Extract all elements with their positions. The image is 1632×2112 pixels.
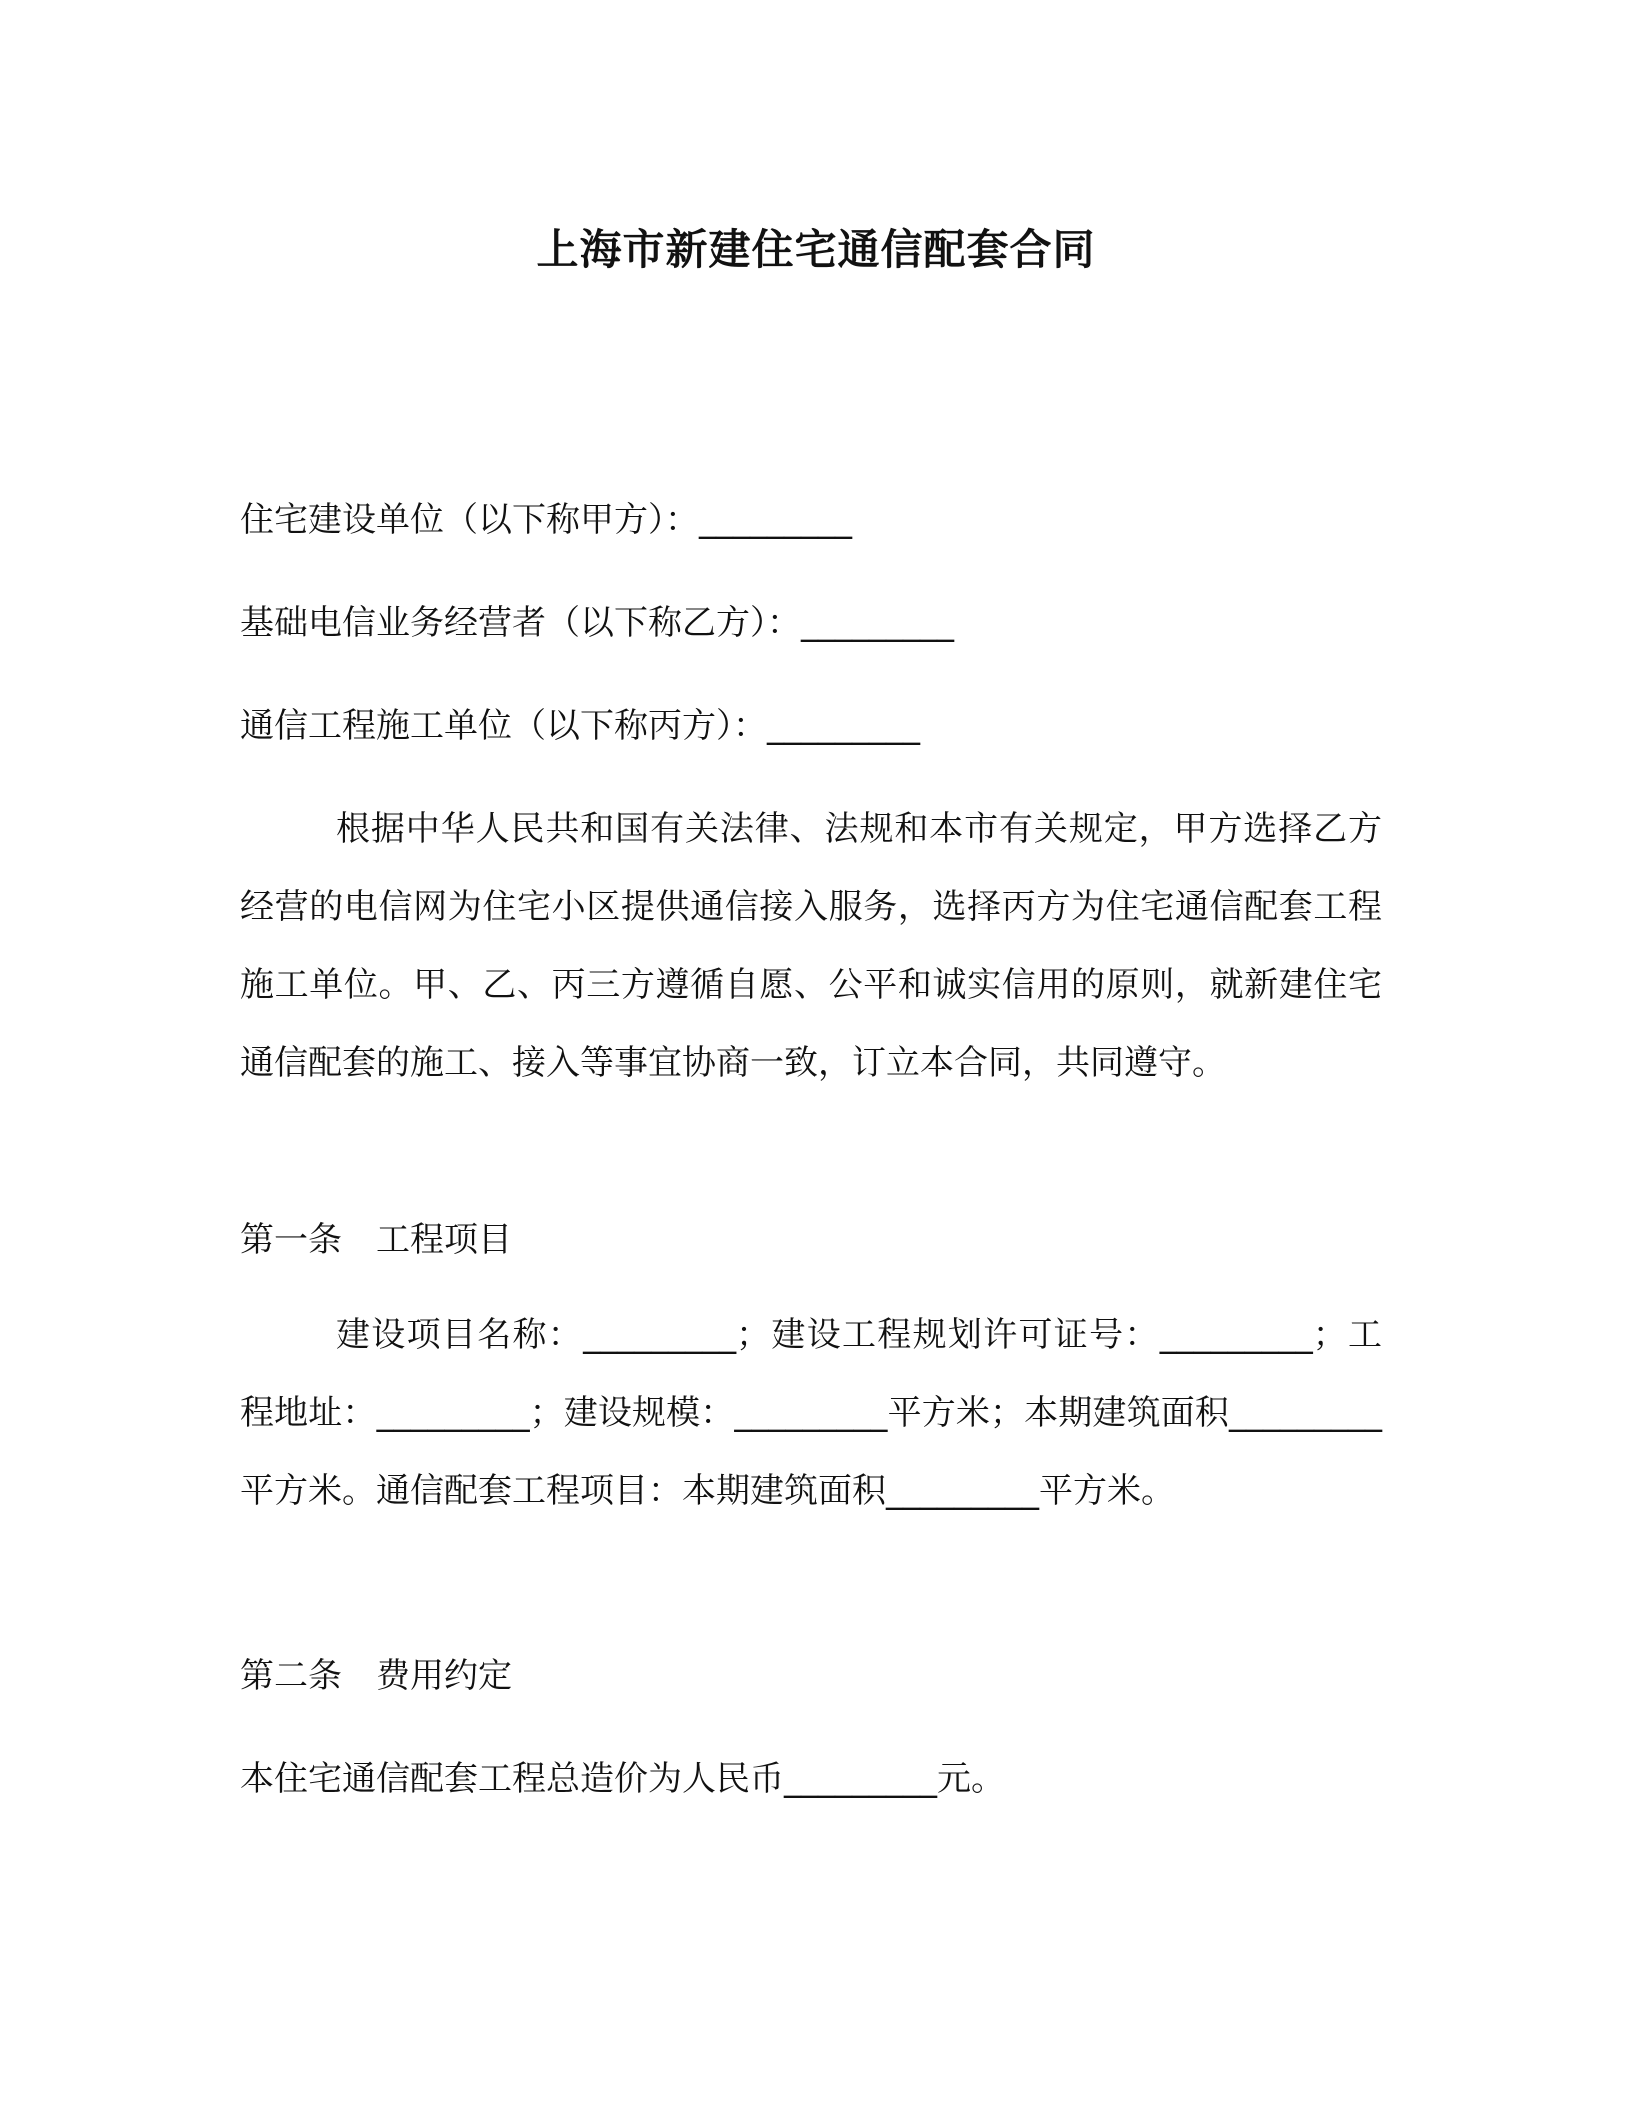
preamble-paragraph: 根据中华人民共和国有关法律、法规和本市有关规定，甲方选择乙方经营的电信网为住宅小区提供通信接入服务，选择丙方为住宅通信配套工程施工单位。甲、乙、丙三方遵循自愿、公平和诚实信用的原则，就新建住宅通信配套的施工、接入等事宜协商一致，订立本合同，共同遵守。 bbox=[240, 809, 1382, 1083]
party-c-line: 通信工程施工单位（以下称丙方）：_________ bbox=[240, 706, 920, 746]
party-b-line: 基础电信业务经营者（以下称乙方）：_________ bbox=[240, 603, 954, 643]
article-2-body: 本住宅通信配套工程总造价为人民币_________元。 bbox=[240, 1759, 1005, 1799]
article-1-heading: 第一条 工程项目 bbox=[240, 1220, 512, 1260]
article-2-heading: 第二条 费用约定 bbox=[240, 1656, 512, 1696]
document-title: 上海市新建住宅通信配套合同 bbox=[536, 225, 1096, 274]
article-1-body: 建设项目名称：_________；建设工程规划许可证号：_________；工程地址：_________；建设规模：_________平方米；本期建筑面积_________平方米。通信配套工程项目：本期建筑面积_________平方米。 bbox=[240, 1315, 1382, 1511]
party-a-line: 住宅建设单位（以下称甲方）：_________ bbox=[240, 500, 852, 540]
